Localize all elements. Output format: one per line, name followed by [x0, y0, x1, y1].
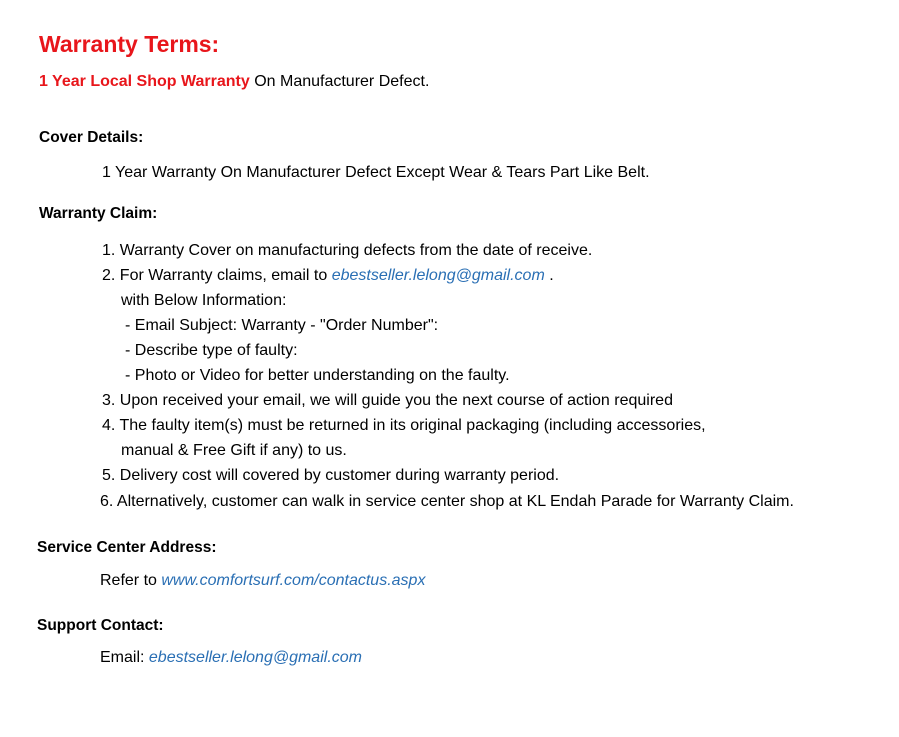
claim-item-4: 4. The faulty item(s) must be returned in its original packaging (including accessories, — [102, 417, 706, 434]
support-contact-heading: Support Contact: — [37, 617, 164, 634]
warranty-claim-heading: Warranty Claim: — [39, 205, 158, 222]
cover-details-text: 1 Year Warranty On Manufacturer Defect Except Wear & Tears Part Like Belt. — [102, 164, 650, 181]
claim-item-2 — [102, 267, 554, 285]
service-center-heading: Service Center Address: — [37, 539, 217, 556]
claim-item-2-sub3: - Photo or Video for better understanding on the faulty. — [125, 367, 510, 384]
intro-line — [39, 73, 429, 91]
claim-item-3: 3. Upon received your email, we will guide you the next course of action required — [102, 392, 673, 409]
warranty-highlight: 1 Year Local Shop Warranty — [39, 73, 250, 90]
service-center-link[interactable]: www.comfortsurf.com/contactus.aspx — [161, 572, 426, 589]
claim-item-2-sub1: - Email Subject: Warranty - "Order Number": — [125, 317, 439, 334]
claim-item-1: 1. Warranty Cover on manufacturing defects from the date of receive. — [102, 242, 593, 259]
page-title: Warranty Terms: — [39, 31, 220, 57]
claim-item-4-line2: manual & Free Gift if any) to us. — [121, 442, 347, 459]
cover-details-heading: Cover Details: — [39, 129, 144, 146]
support-email-link[interactable]: ebestseller.lelong@gmail.com — [148, 649, 362, 666]
claim-item-2-line2: with Below Information: — [121, 292, 287, 309]
claim-item-5: 5. Delivery cost will covered by customer during warranty period. — [102, 467, 560, 484]
claim-item-2-suffix: . — [544, 267, 554, 284]
claim-email-link[interactable]: ebestseller.lelong@gmail.com — [331, 267, 545, 284]
service-center-prefix: Refer to — [100, 572, 162, 589]
service-center-line — [100, 572, 425, 590]
support-contact-line — [100, 649, 362, 667]
claim-item-6: 6. Alternatively, customer can walk in service center shop at KL Endah Parade for Warranty Claim. — [100, 493, 794, 510]
intro-rest: On Manufacturer Defect. — [249, 73, 430, 90]
claim-item-2-prefix: 2. For Warranty claims, email to — [102, 267, 332, 284]
support-email-prefix: Email: — [100, 649, 149, 666]
claim-item-2-sub2: - Describe type of faulty: — [125, 342, 298, 359]
